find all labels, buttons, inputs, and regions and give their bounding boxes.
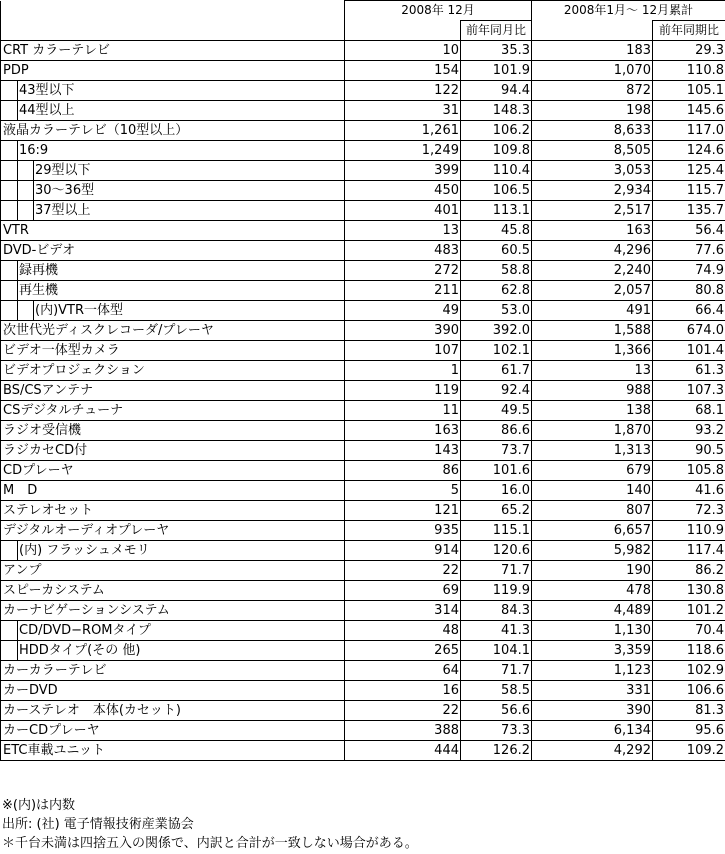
table-row (1, 661, 725, 681)
row-label-cell (1, 161, 345, 181)
cumulative-units-cell: 807 (532, 501, 653, 521)
row-label-cell (1, 401, 345, 421)
table-row (1, 721, 725, 741)
cumulative-units-cell: 1,130 (532, 621, 653, 641)
row-label: CSデジタルチューナ (3, 403, 124, 418)
table-row (1, 201, 725, 221)
cumulative-units-cell: 1,366 (532, 341, 653, 361)
row-label-cell (1, 301, 345, 321)
cumulative-yoy-cell: 110.8 (653, 61, 725, 81)
cumulative-yoy-cell: 145.6 (653, 101, 725, 121)
month-yoy-cell: 119.9 (461, 581, 532, 601)
month-units-cell: 143 (345, 441, 461, 461)
footnote-rounding: ＊千台未満は四捨五入の関係で、内訳と合計が一致しない場合がある。 (2, 836, 418, 851)
cumulative-units-cell: 1,870 (532, 421, 653, 441)
month-units-cell: 211 (345, 281, 461, 301)
cumulative-units-cell: 4,489 (532, 601, 653, 621)
cumulative-units-cell: 190 (532, 561, 653, 581)
cumulative-yoy-cell: 101.2 (653, 601, 725, 621)
month-units-cell: 22 (345, 701, 461, 721)
table-row (1, 601, 725, 621)
month-yoy-cell: 94.4 (461, 81, 532, 101)
month-units-cell: 1,261 (345, 121, 461, 141)
cumulative-units-cell: 3,359 (532, 641, 653, 661)
row-label-cell (1, 621, 345, 641)
cumulative-units-cell: 6,657 (532, 521, 653, 541)
cumulative-yoy-cell: 29.3 (653, 41, 725, 61)
table-row (1, 521, 725, 541)
table-row (1, 501, 725, 521)
indent-line (17, 181, 18, 201)
month-yoy-cell: 73.3 (461, 721, 532, 741)
row-label: ビデオプロジェクション (3, 363, 145, 378)
table-row (1, 561, 725, 581)
month-units-cell: 107 (345, 341, 461, 361)
cumulative-units-cell: 198 (532, 101, 653, 121)
cumulative-yoy-cell: 61.3 (653, 361, 725, 381)
cumulative-units-cell: 872 (532, 81, 653, 101)
cumulative-yoy-cell: 74.9 (653, 261, 725, 281)
table-row (1, 461, 725, 481)
month-yoy-cell: 101.6 (461, 461, 532, 481)
month-yoy-cell: 115.1 (461, 521, 532, 541)
table-row (1, 141, 725, 161)
header-blank-cell (1, 1, 345, 21)
cumulative-units-cell: 5,982 (532, 541, 653, 561)
table-row (1, 541, 725, 561)
month-yoy-cell: 106.2 (461, 121, 532, 141)
cumulative-yoy-cell: 135.7 (653, 201, 725, 221)
month-units-cell: 914 (345, 541, 461, 561)
row-label-cell (1, 501, 345, 521)
table-row (1, 401, 725, 421)
indent-line (33, 301, 34, 321)
cumulative-units-cell: 138 (532, 401, 653, 421)
row-label: 44型以上 (19, 103, 75, 118)
cumulative-units-cell: 4,296 (532, 241, 653, 261)
cumulative-yoy-cell: 105.1 (653, 81, 725, 101)
cumulative-yoy-cell: 72.3 (653, 501, 725, 521)
header-row-period (1, 1, 725, 21)
table-row (1, 681, 725, 701)
month-yoy-cell: 86.6 (461, 421, 532, 441)
month-yoy-cell: 84.3 (461, 601, 532, 621)
cumulative-units-cell: 140 (532, 481, 653, 501)
row-label: CDプレーヤ (3, 463, 74, 478)
row-label: DVD-ビデオ (3, 243, 76, 258)
cumulative-yoy-cell: 41.6 (653, 481, 725, 501)
row-label-cell (1, 81, 345, 101)
cumulative-units-cell: 4,292 (532, 741, 653, 761)
month-yoy-cell: 62.8 (461, 281, 532, 301)
row-label-cell (1, 241, 345, 261)
row-label: (内) フラッシュメモリ (19, 543, 150, 558)
row-label-cell (1, 521, 345, 541)
cumulative-yoy-cell: 106.6 (653, 681, 725, 701)
month-units-cell: 163 (345, 421, 461, 441)
row-label: ETC車載ユニット (3, 743, 105, 758)
cumulative-yoy-cell: 93.2 (653, 421, 725, 441)
row-label: カーナビゲーションシステム (3, 603, 170, 618)
row-label-cell (1, 101, 345, 121)
month-yoy-cell: 92.4 (461, 381, 532, 401)
row-label-cell (1, 481, 345, 501)
table-row (1, 241, 725, 261)
table-row (1, 61, 725, 81)
row-label: 16:9 (19, 143, 49, 158)
month-units-cell: 64 (345, 661, 461, 681)
cumulative-yoy-cell: 117.0 (653, 121, 725, 141)
row-label-cell (1, 601, 345, 621)
month-units-cell: 450 (345, 181, 461, 201)
month-units-cell: 48 (345, 621, 461, 641)
cumulative-yoy-cell: 90.5 (653, 441, 725, 461)
month-yoy-cell: 60.5 (461, 241, 532, 261)
footnote-inner-count: ※(内)は内数 (2, 798, 76, 813)
month-units-cell: 16 (345, 681, 461, 701)
cumulative-yoy-cell: 86.2 (653, 561, 725, 581)
indent-line (17, 301, 18, 321)
row-label: 37型以上 (35, 203, 91, 218)
indent-line (17, 101, 18, 121)
indent-line (33, 161, 34, 181)
row-label-cell (1, 381, 345, 401)
row-label: HDDタイプ(その 他) (19, 643, 141, 658)
indent-line (17, 141, 18, 161)
cumulative-yoy-cell: 118.6 (653, 641, 725, 661)
cumulative-units-cell: 1,588 (532, 321, 653, 341)
month-yoy-cell: 102.1 (461, 341, 532, 361)
month-units-cell: 49 (345, 301, 461, 321)
cumulative-yoy-cell: 125.4 (653, 161, 725, 181)
table-row (1, 741, 725, 761)
month-units-cell: 69 (345, 581, 461, 601)
row-label: ステレオセット (3, 503, 94, 518)
month-units-cell: 10 (345, 41, 461, 61)
row-label: 43型以下 (19, 83, 75, 98)
cumulative-yoy-cell: 105.8 (653, 461, 725, 481)
month-yoy-cell: 41.3 (461, 621, 532, 641)
month-yoy-cell: 65.2 (461, 501, 532, 521)
month-yoy-cell: 104.1 (461, 641, 532, 661)
month-yoy-cell: 58.8 (461, 261, 532, 281)
month-yoy-cell: 16.0 (461, 481, 532, 501)
month-units-cell: 1,249 (345, 141, 461, 161)
row-label-cell (1, 641, 345, 661)
row-label: ラジカセCD付 (3, 443, 88, 458)
cumulative-units-cell: 8,633 (532, 121, 653, 141)
indent-line (17, 641, 18, 661)
row-label-cell (1, 181, 345, 201)
month-yoy-cell: 126.2 (461, 741, 532, 761)
table-row (1, 41, 725, 61)
cumulative-units-cell: 988 (532, 381, 653, 401)
row-label-cell (1, 581, 345, 601)
row-label: CD/DVD−ROMタイプ (19, 623, 151, 638)
row-label-cell (1, 321, 345, 341)
indent-line (17, 201, 18, 221)
cumulative-units-cell: 2,934 (532, 181, 653, 201)
row-label-cell (1, 681, 345, 701)
table-row (1, 621, 725, 641)
month-yoy-cell: 73.7 (461, 441, 532, 461)
month-yoy-cell: 58.5 (461, 681, 532, 701)
cumulative-units-cell: 390 (532, 701, 653, 721)
row-label: 30～36型 (35, 183, 95, 198)
table-row (1, 381, 725, 401)
table-row (1, 441, 725, 461)
row-label: スピーカシステム (3, 583, 105, 598)
header-yoy-month: 前年同月比 (461, 21, 532, 41)
indent-line (17, 541, 18, 561)
row-label: (内)VTR一体型 (35, 303, 124, 318)
header-cum-blank (532, 21, 653, 41)
cumulative-yoy-cell: 101.4 (653, 341, 725, 361)
header-yoy-cumulative: 前年同期比 (653, 21, 725, 41)
month-units-cell: 265 (345, 641, 461, 661)
indent-line (17, 621, 18, 641)
row-label: CRT カラーテレビ (3, 43, 110, 58)
row-label: アンプ (3, 563, 42, 578)
month-yoy-cell: 101.9 (461, 61, 532, 81)
row-label: 録再機 (19, 263, 59, 278)
month-yoy-cell: 53.0 (461, 301, 532, 321)
cumulative-yoy-cell: 674.0 (653, 321, 725, 341)
row-label: VTR (3, 223, 29, 238)
row-label: カーステレオ 本体(カセット) (3, 703, 181, 718)
month-yoy-cell: 392.0 (461, 321, 532, 341)
month-units-cell: 390 (345, 321, 461, 341)
row-label-cell (1, 701, 345, 721)
cumulative-units-cell: 478 (532, 581, 653, 601)
cumulative-units-cell: 13 (532, 361, 653, 381)
cumulative-units-cell: 2,240 (532, 261, 653, 281)
cumulative-units-cell: 2,517 (532, 201, 653, 221)
row-label-cell (1, 261, 345, 281)
row-label-cell (1, 281, 345, 301)
cumulative-units-cell: 331 (532, 681, 653, 701)
cumulative-yoy-cell: 81.3 (653, 701, 725, 721)
month-units-cell: 11 (345, 401, 461, 421)
month-units-cell: 935 (345, 521, 461, 541)
footnotes (2, 796, 418, 853)
month-yoy-cell: 113.1 (461, 201, 532, 221)
row-label-cell (1, 41, 345, 61)
row-label: ラジオ受信機 (3, 423, 82, 438)
table-row (1, 301, 725, 321)
table-row (1, 101, 725, 121)
row-label-cell (1, 221, 345, 241)
cumulative-units-cell: 1,123 (532, 661, 653, 681)
row-label: ビデオ一体型カメラ (3, 343, 120, 358)
row-label: 液晶カラーテレビ（10型以上） (3, 123, 189, 138)
row-label-cell (1, 141, 345, 161)
month-yoy-cell: 71.7 (461, 661, 532, 681)
month-yoy-cell: 148.3 (461, 101, 532, 121)
row-label: BS/CSアンテナ (3, 383, 94, 398)
row-label-cell (1, 341, 345, 361)
cumulative-yoy-cell: 77.6 (653, 241, 725, 261)
month-units-cell: 31 (345, 101, 461, 121)
cumulative-yoy-cell: 56.4 (653, 221, 725, 241)
month-units-cell: 86 (345, 461, 461, 481)
month-units-cell: 119 (345, 381, 461, 401)
footnote-source: 出所: (社) 電子情報技術産業協会 (2, 817, 194, 832)
cumulative-yoy-cell: 124.6 (653, 141, 725, 161)
cumulative-yoy-cell: 109.2 (653, 741, 725, 761)
row-label: 29型以下 (35, 163, 91, 178)
table-row (1, 701, 725, 721)
cumulative-yoy-cell: 115.7 (653, 181, 725, 201)
indent-line (33, 181, 34, 201)
month-units-cell: 122 (345, 81, 461, 101)
row-label: M D (3, 483, 38, 498)
cumulative-yoy-cell: 80.8 (653, 281, 725, 301)
table-row (1, 641, 725, 661)
table-row (1, 341, 725, 361)
row-label-cell (1, 201, 345, 221)
month-units-cell: 314 (345, 601, 461, 621)
month-units-cell: 444 (345, 741, 461, 761)
indent-line (17, 281, 18, 301)
row-label: 再生機 (19, 283, 59, 298)
row-label: デジタルオーディオプレーヤ (3, 523, 170, 538)
month-yoy-cell: 109.8 (461, 141, 532, 161)
month-yoy-cell: 45.8 (461, 221, 532, 241)
row-label-cell (1, 721, 345, 741)
cumulative-units-cell: 3,053 (532, 161, 653, 181)
row-label: カーCDプレーヤ (3, 723, 100, 738)
header-period-month: 2008年 12月 (345, 1, 532, 21)
row-label-cell (1, 541, 345, 561)
cumulative-units-cell: 183 (532, 41, 653, 61)
row-label-cell (1, 361, 345, 381)
row-label-cell (1, 121, 345, 141)
row-label: カーカラーテレビ (3, 663, 107, 678)
cumulative-yoy-cell: 102.9 (653, 661, 725, 681)
cumulative-yoy-cell: 130.8 (653, 581, 725, 601)
table-row (1, 161, 725, 181)
cumulative-yoy-cell: 95.6 (653, 721, 725, 741)
row-label-cell (1, 741, 345, 761)
table-row (1, 421, 725, 441)
indent-line (33, 201, 34, 221)
indent-line (17, 81, 18, 101)
month-units-cell: 121 (345, 501, 461, 521)
cumulative-yoy-cell: 107.3 (653, 381, 725, 401)
month-yoy-cell: 106.5 (461, 181, 532, 201)
month-yoy-cell: 120.6 (461, 541, 532, 561)
cumulative-units-cell: 491 (532, 301, 653, 321)
row-label-cell (1, 461, 345, 481)
table-row (1, 361, 725, 381)
month-units-cell: 154 (345, 61, 461, 81)
indent-line (17, 261, 18, 281)
header-period-cumulative: 2008年1月～ 12月累計 (532, 1, 725, 21)
cumulative-units-cell: 163 (532, 221, 653, 241)
month-yoy-cell: 61.7 (461, 361, 532, 381)
cumulative-yoy-cell: 66.4 (653, 301, 725, 321)
table-row (1, 261, 725, 281)
cumulative-units-cell: 679 (532, 461, 653, 481)
table-row (1, 221, 725, 241)
table-row (1, 481, 725, 501)
header-blank-cell-2 (1, 21, 345, 41)
row-label-cell (1, 561, 345, 581)
row-label: PDP (3, 63, 29, 78)
month-units-cell: 1 (345, 361, 461, 381)
cumulative-units-cell: 1,313 (532, 441, 653, 461)
row-label-cell (1, 61, 345, 81)
cumulative-yoy-cell: 110.9 (653, 521, 725, 541)
table-row (1, 321, 725, 341)
table-row (1, 181, 725, 201)
month-yoy-cell: 49.5 (461, 401, 532, 421)
indent-line (17, 161, 18, 181)
month-units-cell: 272 (345, 261, 461, 281)
month-units-cell: 13 (345, 221, 461, 241)
cumulative-units-cell: 1,070 (532, 61, 653, 81)
cumulative-yoy-cell: 117.4 (653, 541, 725, 561)
row-label-cell (1, 661, 345, 681)
cumulative-units-cell: 6,134 (532, 721, 653, 741)
row-label-cell (1, 421, 345, 441)
cumulative-yoy-cell: 68.1 (653, 401, 725, 421)
month-units-cell: 22 (345, 561, 461, 581)
table-row (1, 121, 725, 141)
month-yoy-cell: 35.3 (461, 41, 532, 61)
row-label: 次世代光ディスクレコーダ/プレーヤ (3, 323, 214, 338)
table-row (1, 281, 725, 301)
month-units-cell: 5 (345, 481, 461, 501)
month-units-cell: 401 (345, 201, 461, 221)
month-units-cell: 399 (345, 161, 461, 181)
row-label: カーDVD (3, 683, 58, 698)
table-row (1, 81, 725, 101)
month-units-cell: 483 (345, 241, 461, 261)
table-row (1, 581, 725, 601)
row-label-cell (1, 441, 345, 461)
cumulative-yoy-cell: 70.4 (653, 621, 725, 641)
header-row-sub (1, 21, 725, 41)
month-units-cell: 388 (345, 721, 461, 741)
header-units-blank (345, 21, 461, 41)
month-yoy-cell: 110.4 (461, 161, 532, 181)
month-yoy-cell: 56.6 (461, 701, 532, 721)
cumulative-units-cell: 2,057 (532, 281, 653, 301)
month-yoy-cell: 71.7 (461, 561, 532, 581)
cumulative-units-cell: 8,505 (532, 141, 653, 161)
